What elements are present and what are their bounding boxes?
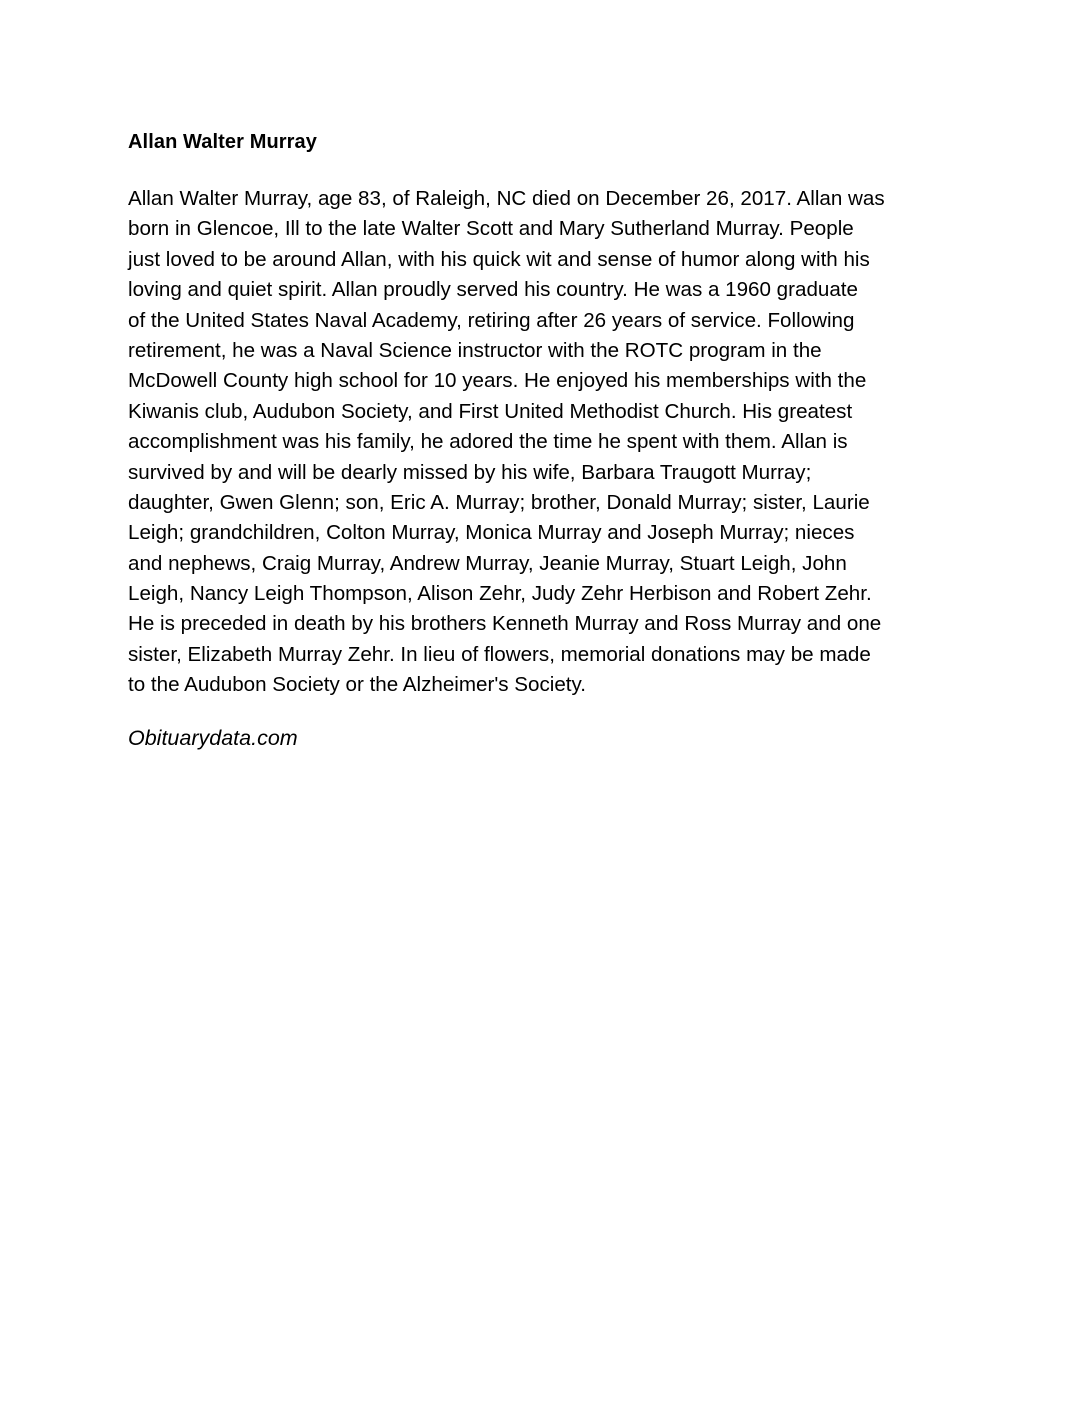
body-line: Kiwanis club, Audubon Society, and First United Methodist Church. His greatest	[128, 399, 853, 423]
body-line: just loved to be around Allan, with his quick wit and sense of humor along with his	[128, 247, 870, 271]
obituary-body	[128, 184, 968, 701]
source-website-link[interactable]: Obituarydata.com	[128, 726, 298, 750]
body-line: survived by and will be dearly missed by his wife, Barbara Traugott Murray;	[128, 460, 812, 484]
body-line: loving and quiet spirit. Allan proudly served his country. He was a 1960 graduate	[128, 278, 858, 302]
body-line: Leigh, Nancy Leigh Thompson, Alison Zehr, Judy Zehr Herbison and Robert Zehr.	[128, 582, 872, 606]
body-line: to the Audubon Society or the Alzheimer's Society.	[128, 673, 587, 697]
body-line: sister, Elizabeth Murray Zehr. In lieu of flowers, memorial donations may be made	[128, 642, 871, 666]
body-line: Leigh; grandchildren, Colton Murray, Monica Murray and Joseph Murray; nieces	[128, 521, 855, 545]
body-line: He is preceded in death by his brothers Kenneth Murray and Ross Murray and one	[128, 612, 882, 636]
body-line: accomplishment was his family, he adored the time he spent with them. Allan is	[128, 430, 848, 454]
body-line: retirement, he was a Naval Science instructor with the ROTC program in the	[128, 338, 822, 362]
body-line: born in Glencoe, Ill to the late Walter Scott and Mary Sutherland Murray. People	[128, 217, 854, 241]
body-line: Allan Walter Murray, age 83, of Raleigh, NC died on December 26, 2017. Allan was	[128, 187, 885, 210]
body-line: McDowell County high school for 10 years. He enjoyed his memberships with the	[128, 369, 867, 393]
body-line: and nephews, Craig Murray, Andrew Murray, Jeanie Murray, Stuart Leigh, John	[128, 551, 847, 575]
obituary-title: Allan Walter Murray	[128, 131, 317, 153]
body-line: daughter, Gwen Glenn; son, Eric A. Murray; brother, Donald Murray; sister, Laurie	[128, 490, 870, 514]
body-line: of the United States Naval Academy, retiring after 26 years of service. Following	[128, 308, 855, 332]
